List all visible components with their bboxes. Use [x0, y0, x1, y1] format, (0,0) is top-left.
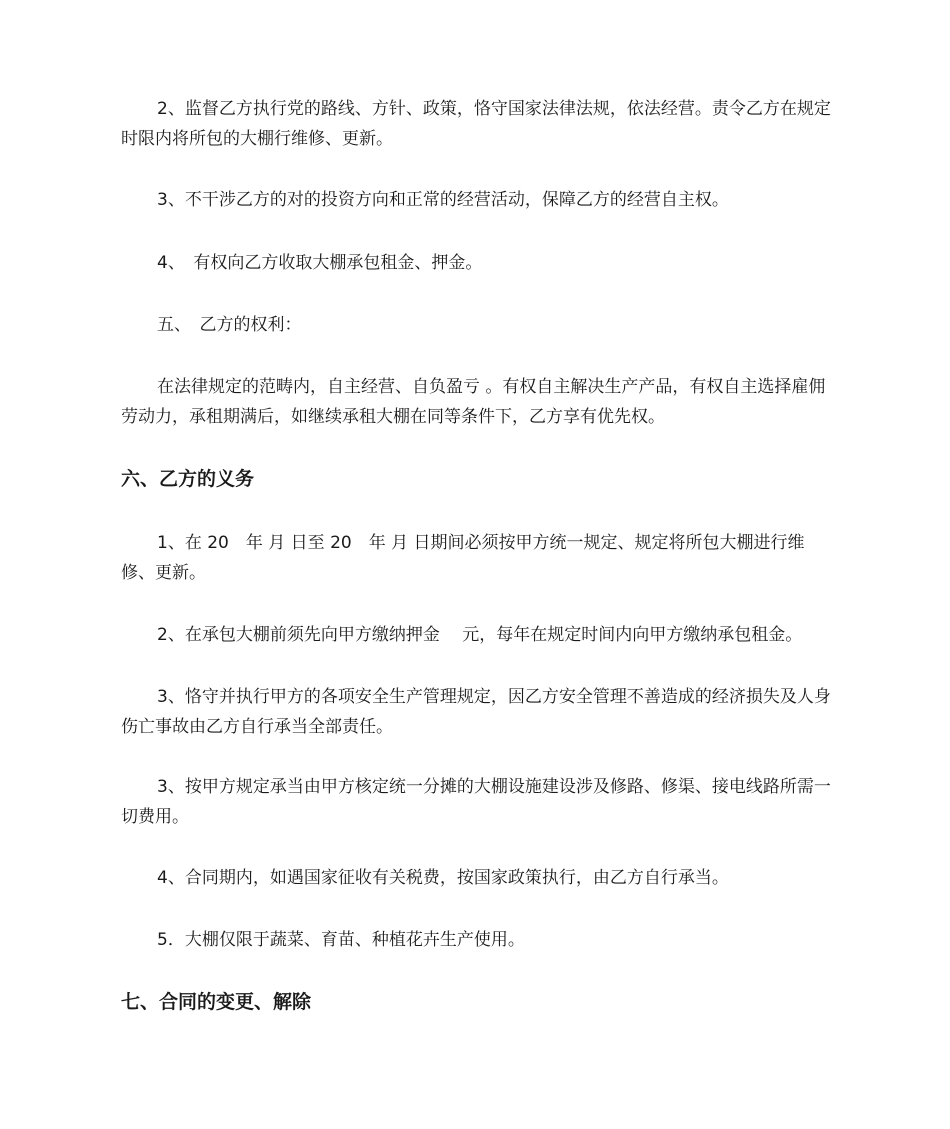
paragraph-obligation-3: 3、恪守并执行甲方的各项安全生产管理规定，因乙方安全管理不善造成的经济损失及人身伤亡事故由乙方自行承当全部责任。: [121, 687, 831, 737]
paragraph-non-interference: 3、不干涉乙方的对的投资方向和正常的经营活动，保障乙方的经营自主权。: [157, 190, 729, 210]
section-heading-contract-change: 七、合同的变更、解除: [121, 991, 312, 1013]
paragraph-party-b-rights-title: 五、 乙方的权利：: [157, 315, 302, 335]
paragraph-obligation-2: 2、在承包大棚前须先向甲方缴纳押金 元，每年在规定时间内向甲方缴纳承包租金。: [157, 625, 803, 645]
paragraph-collect-rent: 4、 有权向乙方收取大棚承包租金、押金。: [157, 253, 483, 273]
paragraph-obligation-4: 4、合同期内，如遇国家征收有关税费，按国家政策执行，由乙方自行承当。: [157, 868, 729, 888]
paragraph-party-b-rights: 在法律规定的范畴内，自主经营、自负盈亏 。有权自主解决生产产品，有权自主选择雇佣劳动力，承租期满后，如继续承租大棚在同等条件下，乙方享有优先权。: [121, 377, 826, 427]
paragraph-obligation-1: 1、在 20 年 月 日至 20 年 月 日期间必须按甲方统一规定、规定将所包大棚进行维修、更新。: [121, 533, 805, 583]
paragraph-supervise: 2、监督乙方执行党的路线、方针、政策，恪守国家法律法规，依法经营。责令乙方在规定时限内将所包的大棚行维修、更新。: [121, 99, 831, 149]
paragraph-obligation-5: 5．大棚仅限于蔬菜、育苗、种植花卉生产使用。: [157, 930, 525, 950]
paragraph-obligation-3b: 3、按甲方规定承当由甲方核定统一分摊的大棚设施建设涉及修路、修渠、接电线路所需一切费用。: [121, 777, 831, 827]
section-heading-obligations: 六、乙方的义务: [121, 468, 255, 490]
